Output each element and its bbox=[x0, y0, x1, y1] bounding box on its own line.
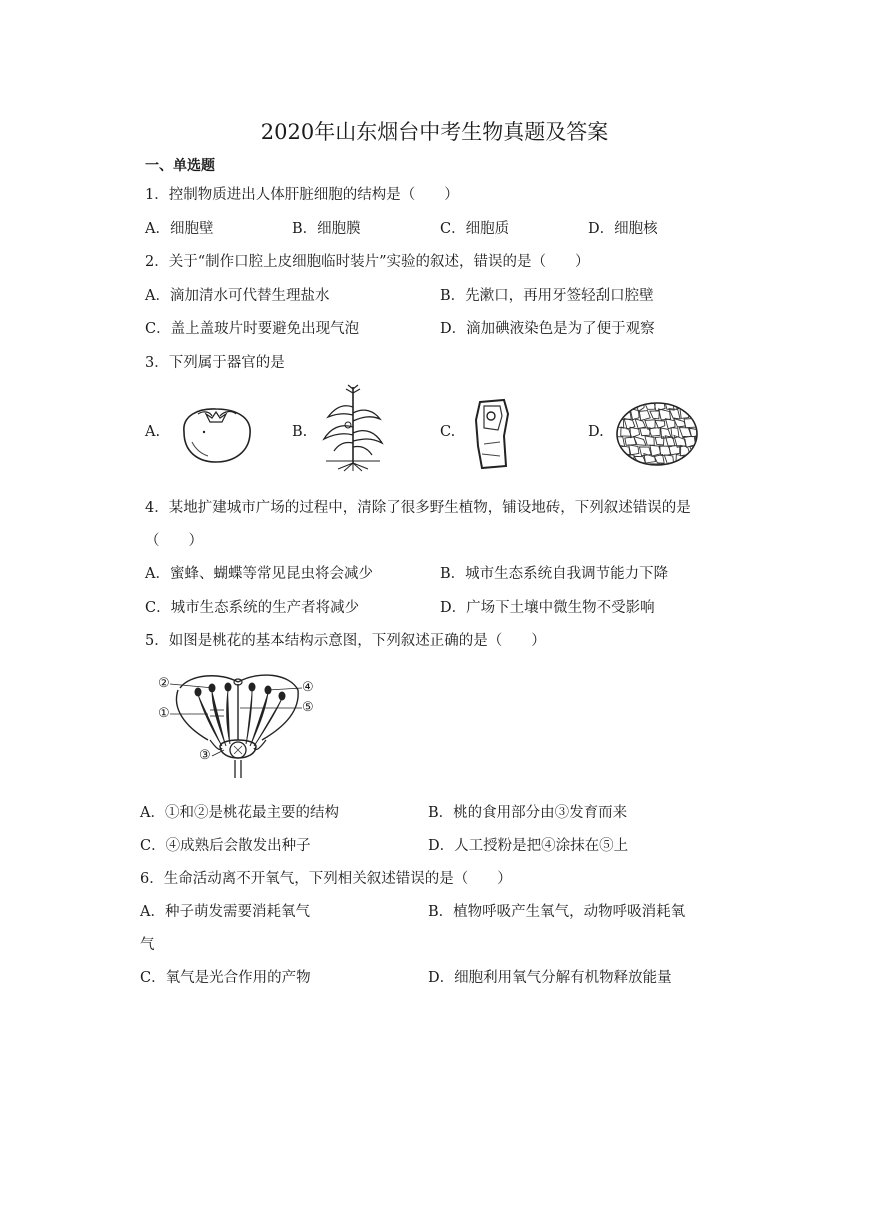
question-1-stem: 1．控制物质进出人体肝脏细胞的结构是（ ） bbox=[145, 187, 459, 203]
question-1-option-d: D．细胞核 bbox=[588, 221, 658, 237]
tomato-figure bbox=[176, 402, 256, 466]
question-3-option-b: B. bbox=[292, 424, 308, 440]
question-2-stem: 2．关于“制作口腔上皮细胞临时装片”实验的叙述，错误的是（ ） bbox=[145, 254, 590, 270]
diagram-label-5: ⑤ bbox=[302, 700, 314, 715]
question-6-option-c: C．氧气是光合作用的产物 bbox=[140, 970, 311, 986]
question-3-option-d: D. bbox=[588, 424, 604, 440]
question-6-option-b: B．植物呼吸产生氧气，动物呼吸消耗氧 bbox=[428, 904, 686, 920]
question-4-stem-cont: （ ） bbox=[145, 533, 203, 549]
diagram-label-3: ③ bbox=[199, 748, 211, 763]
question-3-stem: 3．下列属于器官的是 bbox=[145, 355, 285, 371]
page-title: 2020年山东烟台中考生物真题及答案 bbox=[260, 120, 609, 144]
question-6-stem: 6．生命活动离不开氧气，下列相关叙述错误的是（ ） bbox=[140, 871, 512, 887]
question-2-option-c: C．盖上盖玻片时要避免出现气泡 bbox=[145, 321, 360, 337]
question-5-option-d: D．人工授粉是把④涂抹在⑤上 bbox=[428, 838, 629, 854]
question-1-option-a: A．细胞壁 bbox=[145, 221, 214, 237]
corn-plant-figure bbox=[318, 383, 388, 473]
diagram-label-2: ② bbox=[158, 676, 170, 691]
question-2-option-d: D．滴加碘液染色是为了便于观察 bbox=[440, 321, 655, 337]
question-2-option-b: B．先漱口，再用牙签轻刮口腔壁 bbox=[440, 288, 654, 304]
question-3-option-a: A. bbox=[145, 424, 161, 440]
question-4-option-c: C．城市生态系统的生产者将减少 bbox=[145, 600, 360, 616]
diagram-label-4: ④ bbox=[302, 680, 314, 695]
question-6-option-a: A．种子萌发需要消耗氧气 bbox=[140, 904, 310, 920]
question-2-option-a: A．滴加清水可代替生理盐水 bbox=[145, 288, 330, 304]
cell-figure bbox=[470, 396, 514, 472]
question-3-option-c: C. bbox=[440, 424, 456, 440]
question-4-option-a: A．蜜蜂、蝴蝶等常见昆虫将会减少 bbox=[145, 566, 373, 582]
diagram-label-1: ① bbox=[158, 706, 170, 721]
question-6-option-d: D．细胞利用氧气分解有机物释放能量 bbox=[428, 970, 672, 986]
question-4-stem: 4．某地扩建城市广场的过程中，清除了很多野生植物，铺设地砖，下列叙述错误的是 bbox=[145, 500, 691, 516]
section-heading: 一、单选题 bbox=[145, 158, 215, 174]
question-5-stem: 5．如图是桃花的基本结构示意图，下列叙述正确的是（ ） bbox=[145, 633, 546, 649]
question-1-option-b: B．细胞膜 bbox=[292, 221, 361, 237]
question-4-option-d: D．广场下土壤中微生物不受影响 bbox=[440, 600, 655, 616]
question-4-option-b: B．城市生态系统自我调节能力下降 bbox=[440, 566, 669, 582]
question-5-option-c: C．④成熟后会散发出种子 bbox=[140, 838, 311, 854]
question-6-option-b-wrap: 气 bbox=[140, 937, 155, 953]
question-5-option-a: A．①和②是桃花最主要的结构 bbox=[140, 805, 339, 821]
question-5-option-b: B．桃的食用部分由③发育而来 bbox=[428, 805, 628, 821]
question-1-option-c: C．细胞质 bbox=[440, 221, 510, 237]
tissue-figure bbox=[615, 401, 699, 467]
